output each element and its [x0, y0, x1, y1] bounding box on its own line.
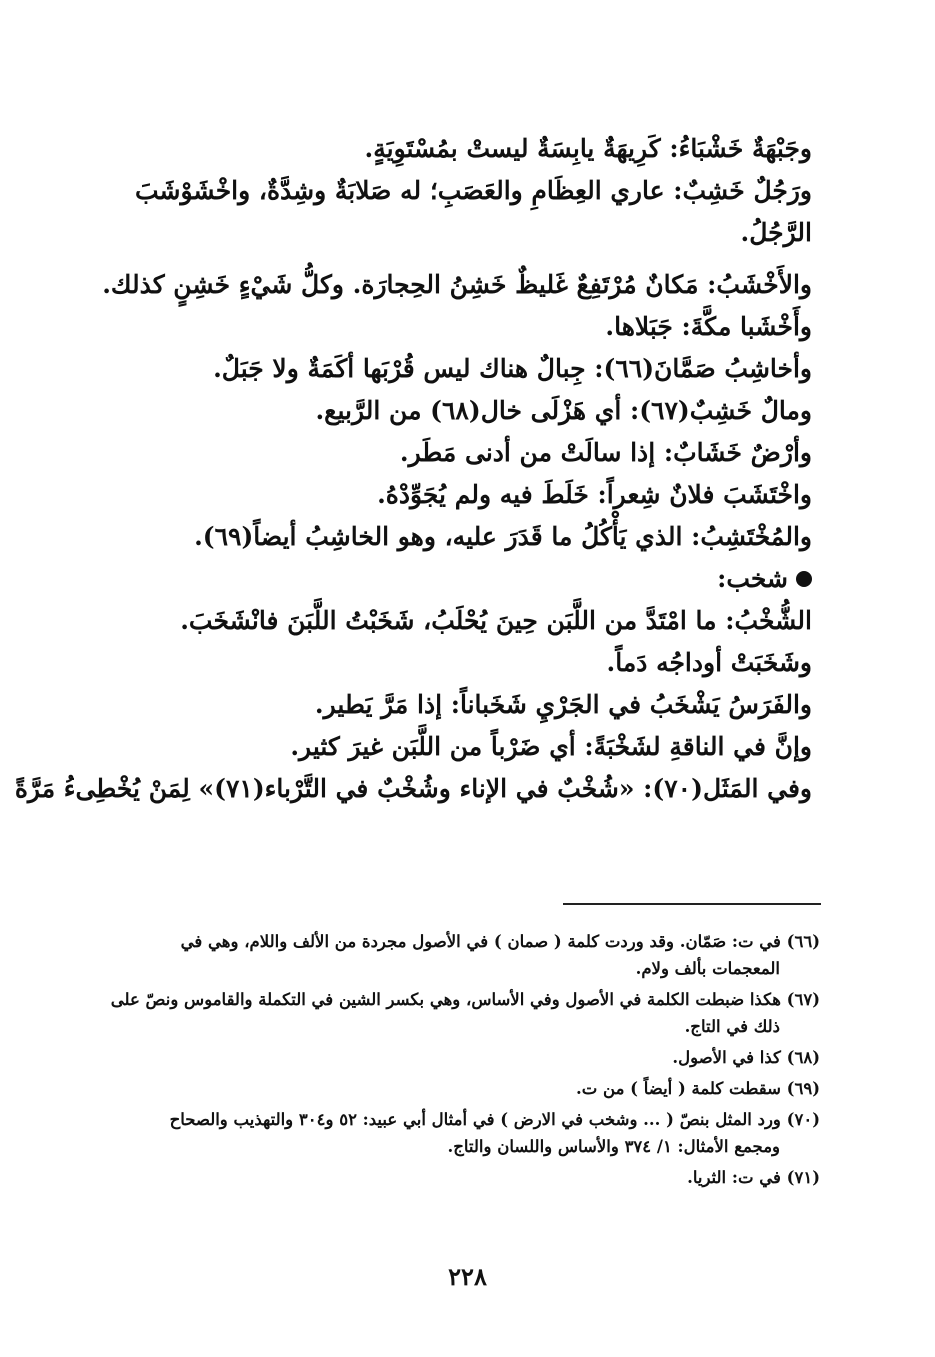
footnote-text: (٦٩) سقطت كلمة ( أيضاً ) من ت. — [576, 1079, 820, 1098]
text-line: وأرْضٌ خَشَابٌ: إذا سالَتْ من أدنى مَطَر. — [399, 438, 812, 467]
text-line: واخْتَشَبَ فلانٌ شِعراً: خَلَطَ فيه ولم يُجَوِّدْهُ. — [377, 480, 812, 509]
footnote-continuation: ذلك في التاج. — [684, 1017, 780, 1036]
footnote-item — [98, 1044, 820, 1071]
entry-heading-label: شخب: — [717, 564, 788, 593]
main-text-block — [14, 128, 812, 810]
text-line: الرَّجُلُ. — [740, 218, 812, 247]
footnote-continuation: المعجمات بألف ولام. — [635, 959, 780, 978]
footnote-text: (٦٦) في ت: صَمّان. وقد وردت كلمة ( صمان ) في الأصول مجردة من الألف واللام، وهي في — [180, 932, 820, 951]
text-line: الشُّخْبُ: ما امْتَدَّ من اللَّبَن حِينَ يُحْلَبُ، شَخَبْتُ اللَّبَنَ فانْشَخَبَ. — [180, 606, 812, 635]
text-line: وشَخَبَتْ أوداجُه دَماً. — [606, 648, 812, 677]
entry-heading — [90, 558, 812, 600]
footnote-item — [98, 1075, 820, 1102]
page-number: ٢٢٨ — [448, 1262, 487, 1291]
text-line: والأَخْشَبُ: مَكانٌ مُرْتَفِعٌ غَليظٌ خَشِنُ الحِجارَة. وكلُّ شَيْءٍ خَشِنٍ كذلك. — [102, 270, 812, 299]
text-line: وجَبْهَةٌ خَشْبَاءُ: كَرِيهَةٌ يابِسَةٌ ليستْ بمُسْتَوِيَةٍ. — [364, 134, 812, 163]
text-line: وأخاشِبُ صَمَّانَ(٦٦): جِبالٌ هناك ليس قُرْبَها أكَمَةٌ ولا جَبَلٌ. — [213, 354, 812, 383]
text-line: والمُخْتَشِبُ: الذي يَأْكُلُ ما قَدَرَ عليه، وهو الخاشِبُ أيضاً(٦٩). — [194, 522, 812, 551]
text-line: وأَخْشَبا مكَّةَ: جَبَلاها. — [605, 312, 812, 341]
bullet-icon — [796, 571, 812, 587]
footnote-continuation: ومجمع الأمثال: ١/ ٣٧٤ والأساس واللسان والتاج. — [447, 1137, 780, 1156]
text-line: ورَجُلٌ خَشِبٌ: عاري العِظَامِ والعَصَبِ؛ له صَلابَةٌ وشِدَّةٌ، واخْشَوْشَبَ — [135, 176, 812, 205]
footnote-item — [98, 986, 820, 1040]
footnote-text: (٧١) في ت: الثريا. — [687, 1168, 820, 1187]
footnote-item — [98, 1164, 820, 1191]
text-line: وإنَّ في الناقةِ لشَخْبَةً: أي ضَرْباً من اللَّبَن غيرَ كثير. — [290, 732, 812, 761]
footnote-item — [98, 1106, 820, 1160]
footnote-item — [98, 928, 820, 982]
footnote-text: (٧٠) ورد المثل بنصّ ( ... وشخب في الارض ) في أمثال أبي عبيد: ٥٢ و٣٠٤ والتهذيب والصحاح — [169, 1110, 820, 1129]
footnote-separator — [563, 903, 821, 905]
footnote-text: (٦٧) هكذا ضبطت الكلمة في الأصول وفي الأساس، وهي بكسر الشين في التكملة والقاموس ونصّ على — [110, 990, 820, 1009]
text-line: والفَرَسُ يَشْخَبُ في الجَرْيِ شَخَباناً: إذا مَرَّ يَطير. — [314, 690, 812, 719]
text-line: ومالٌ خَشِبٌ(٦٧): أي هَزْلَى خال(٦٨) من الرَّبيع. — [315, 396, 812, 425]
footnotes-block — [98, 928, 820, 1195]
footnote-text: (٦٨) كذا في الأصول. — [672, 1048, 820, 1067]
text-line: وفي المَثَل(٧٠): «شُخْبٌ في الإناء وشُخْبٌ في التَّرْباء(٧١)» لِمَنْ يُخْطِىءُ مَرَّةً — [14, 774, 812, 803]
